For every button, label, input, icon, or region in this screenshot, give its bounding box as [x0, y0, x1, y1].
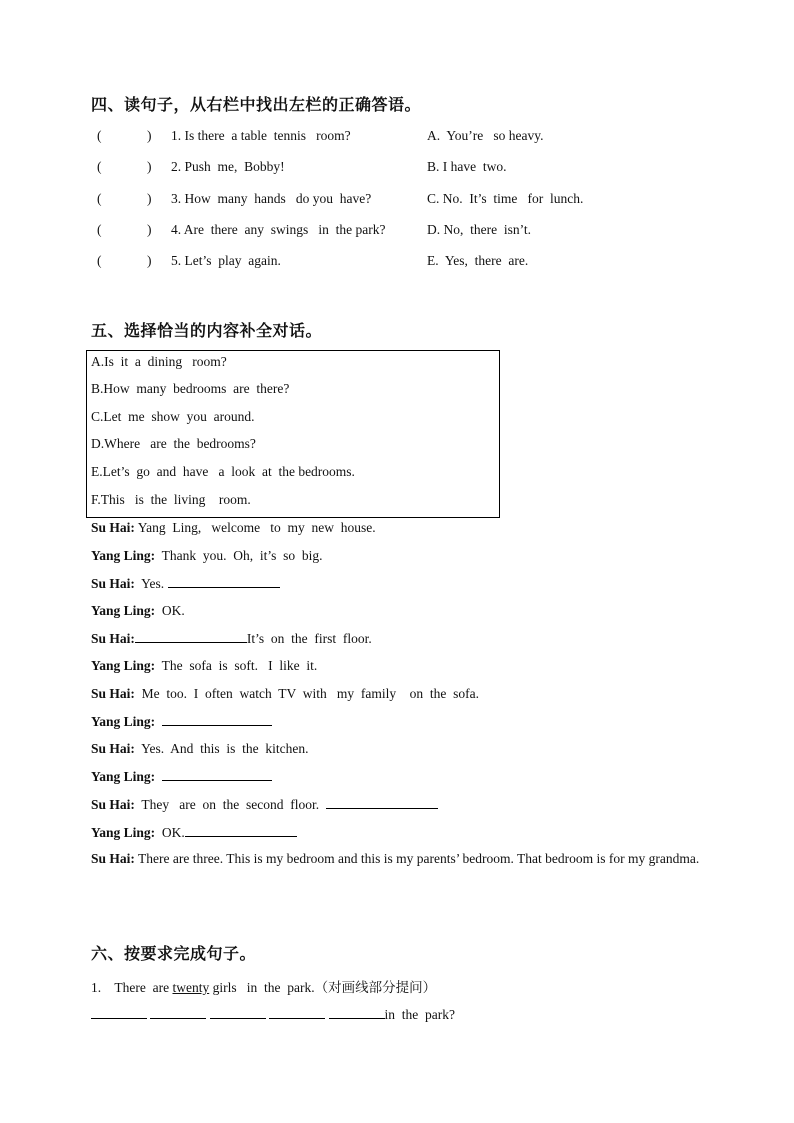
answer-line	[91, 1006, 455, 1023]
speaker: Su Hai:	[91, 576, 135, 591]
answer-blank[interactable]	[91, 1006, 147, 1019]
answer-blank[interactable]	[162, 768, 272, 781]
underlined-word: twenty	[172, 980, 210, 995]
dialogue-line	[91, 658, 317, 674]
question-text-before: There are	[114, 980, 173, 995]
dialogue-line	[91, 741, 309, 757]
dialogue-line	[91, 713, 272, 730]
speaker: Yang Ling:	[91, 658, 156, 673]
line-text: The sofa is soft. I like it.	[155, 658, 318, 673]
answer-blank[interactable]	[329, 1006, 385, 1019]
matching-row	[91, 222, 711, 242]
speaker: Yang Ling:	[91, 825, 156, 840]
answer-blank[interactable]	[210, 1006, 266, 1019]
answer-option: A. You’re so heavy.	[427, 128, 544, 143]
option-c: C.Let me show you around.	[91, 409, 255, 424]
section-6-title: 六、按要求完成句子。	[91, 944, 257, 963]
dialogue-line	[91, 768, 272, 785]
answer-paren-close: )	[147, 128, 152, 143]
matching-row	[91, 128, 711, 148]
option-a: A.Is it a dining room?	[91, 354, 227, 369]
answer-paren-close: )	[147, 222, 152, 237]
answer-blank[interactable]	[168, 575, 280, 588]
option-d: D.Where are the bedrooms?	[91, 436, 256, 451]
section-4-title: 四、读句子，从右栏中找出左栏的正确答语。	[91, 95, 422, 114]
answer-paren-open: (	[97, 128, 102, 143]
question-text: 2. Push me, Bobby!	[171, 159, 285, 174]
question-text-after: girls in the park.（对画线部分提问）	[209, 980, 437, 995]
answer-paren-close: )	[147, 191, 152, 206]
line-text: OK.	[155, 603, 185, 618]
question-text: 3. How many hands do you have?	[171, 191, 372, 206]
line-text: OK.	[155, 825, 185, 840]
answer-blank[interactable]	[150, 1006, 206, 1019]
section-5-title: 五、选择恰当的内容补全对话。	[91, 321, 323, 340]
line-text: They are on the second floor.	[134, 797, 326, 812]
speaker: Su Hai:	[91, 741, 135, 756]
line-text: There are three. This is my bedroom and this is my parents’ bedroom. That bedroom is for my grandma.	[134, 851, 700, 866]
answer-paren-open: (	[97, 191, 102, 206]
answer-blank[interactable]	[269, 1006, 325, 1019]
speaker: Su Hai:	[91, 851, 135, 866]
answer-paren-close: )	[147, 253, 152, 268]
dialogue-line	[91, 796, 438, 813]
line-text: Yes.	[134, 576, 168, 591]
dialogue-line	[91, 520, 376, 536]
dialogue-line	[91, 548, 323, 564]
answer-option: E. Yes, there are.	[427, 253, 529, 268]
answer-blank[interactable]	[135, 630, 247, 643]
matching-row	[91, 253, 711, 273]
speaker: Su Hai:	[91, 520, 135, 535]
dialogue-line	[91, 575, 280, 592]
line-text: Yang Ling, welcome to my new house.	[134, 520, 376, 535]
answer-option: C. No. It’s time for lunch.	[427, 191, 584, 206]
matching-row	[91, 159, 711, 179]
answer-paren-open: (	[97, 222, 102, 237]
question-1	[91, 976, 436, 996]
answer-line-end: in the park?	[384, 1007, 455, 1022]
question-number: 1.	[91, 980, 102, 995]
options-box	[86, 350, 500, 518]
answer-option: B. I have two.	[427, 159, 507, 174]
option-f: F.This is the living room.	[91, 492, 251, 507]
speaker: Yang Ling:	[91, 714, 156, 729]
speaker: Yang Ling:	[91, 603, 156, 618]
question-text: 4. Are there any swings in the park?	[171, 222, 386, 237]
answer-blank[interactable]	[185, 824, 297, 837]
dialogue-line	[91, 603, 185, 619]
line-text	[155, 714, 162, 729]
dialogue-line	[91, 845, 703, 873]
answer-blank[interactable]	[162, 713, 272, 726]
dialogue-line	[91, 630, 372, 647]
matching-row	[91, 191, 711, 211]
line-text: Me too. I often watch TV with my family on the sofa.	[134, 686, 479, 701]
line-text: Yes. And this is the kitchen.	[134, 741, 309, 756]
answer-blank[interactable]	[326, 796, 438, 809]
line-text: It’s on the first floor.	[246, 631, 372, 646]
speaker: Su Hai:	[91, 797, 135, 812]
answer-option: D. No, there isn’t.	[427, 222, 531, 237]
option-e: E.Let’s go and have a look at the bedrooms.	[91, 464, 355, 479]
answer-paren-open: (	[97, 253, 102, 268]
answer-paren-open: (	[97, 159, 102, 174]
dialogue-line	[91, 824, 297, 841]
speaker: Yang Ling:	[91, 769, 156, 784]
answer-paren-close: )	[147, 159, 152, 174]
question-text: 1. Is there a table tennis room?	[171, 128, 351, 143]
option-b: B.How many bedrooms are there?	[91, 381, 290, 396]
line-text	[155, 769, 162, 784]
speaker: Su Hai:	[91, 631, 135, 646]
dialogue-line	[91, 686, 479, 702]
line-text: Thank you. Oh, it’s so big.	[155, 548, 323, 563]
speaker: Yang Ling:	[91, 548, 156, 563]
question-text: 5. Let’s play again.	[171, 253, 281, 268]
speaker: Su Hai:	[91, 686, 135, 701]
